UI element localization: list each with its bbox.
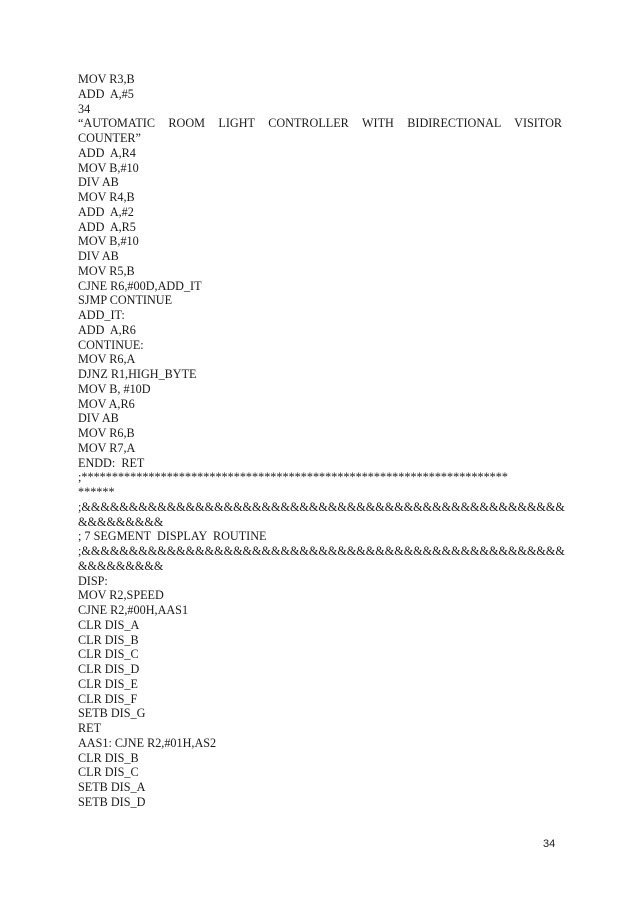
comment-divider: ;&&&&&&&&&&&&&&&&&&&&&&&&&&&&&&&&&&&&&&&&&&&&&&&&&&& bbox=[78, 499, 565, 514]
code-line: MOV R5,B bbox=[78, 263, 135, 278]
running-title: “AUTOMATIC ROOM LIGHT CONTROLLER WITH BIDIRECTIONAL VISITOR bbox=[78, 116, 562, 131]
code-line: CJNE R6,#00D,ADD_IT bbox=[78, 278, 202, 293]
code-line: MOV R3,B bbox=[78, 72, 135, 86]
code-line: MOV R6,A bbox=[78, 352, 136, 367]
code-line: CLR DIS_D bbox=[78, 662, 140, 676]
code-line: CLR DIS_F bbox=[78, 691, 138, 706]
code-line: CLR DIS_E bbox=[78, 676, 138, 691]
comment-divider: ;********************************************************************** bbox=[78, 470, 508, 485]
code-line: RET bbox=[78, 721, 102, 735]
code-line: MOV R4,B bbox=[78, 190, 135, 204]
code-line: DJNZ R1,HIGH_BYTE bbox=[78, 367, 197, 381]
running-title-continuation: COUNTER” bbox=[78, 131, 141, 145]
code-line: SETB DIS_G bbox=[78, 706, 146, 721]
code-line: DIV AB bbox=[78, 249, 119, 263]
code-line: CLR DIS_C bbox=[78, 765, 139, 780]
code-label: CONTINUE: bbox=[78, 337, 144, 352]
code-label: ADD_IT: bbox=[78, 308, 125, 322]
code-line: MOV R7,A bbox=[78, 440, 136, 455]
code-line: CLR DIS_B bbox=[78, 632, 139, 647]
code-line: AAS1: CJNE R2,#01H,AS2 bbox=[78, 735, 217, 750]
section-comment: ; 7 SEGMENT DISPLAY ROUTINE bbox=[78, 529, 267, 544]
code-line: CLR DIS_A bbox=[78, 617, 140, 632]
code-line: MOV B, #10D bbox=[78, 381, 151, 396]
code-line: MOV R6,B bbox=[78, 426, 135, 440]
comment-divider: &&&&&&&&& bbox=[78, 514, 164, 529]
code-line: CLR DIS_B bbox=[78, 750, 139, 765]
code-label: DISP: bbox=[78, 573, 108, 588]
comment-divider: ****** bbox=[78, 485, 115, 499]
code-listing bbox=[78, 72, 565, 810]
code-line: MOV A,R6 bbox=[78, 396, 135, 411]
code-line: MOV R2,SPEED bbox=[78, 588, 164, 603]
code-line: SETB DIS_D bbox=[78, 794, 146, 809]
code-line: ADD A,R4 bbox=[78, 145, 136, 160]
comment-divider: &&&&&&&&& bbox=[78, 558, 164, 573]
code-line: ADD A,R6 bbox=[78, 322, 136, 337]
code-line: CJNE R2,#00H,AAS1 bbox=[78, 603, 189, 617]
page-number: 34 bbox=[543, 838, 556, 850]
code-line: MOV B,#10 bbox=[78, 160, 139, 175]
code-line: ADD A,#5 bbox=[78, 86, 134, 101]
running-page-number: 34 bbox=[78, 101, 91, 116]
code-line: ADD A,R5 bbox=[78, 219, 136, 234]
code-line: MOV B,#10 bbox=[78, 234, 139, 249]
code-line: DIV AB bbox=[78, 175, 119, 190]
code-line: SETB DIS_A bbox=[78, 780, 146, 794]
code-line: ADD A,#2 bbox=[78, 204, 134, 219]
code-line: DIV AB bbox=[78, 411, 119, 426]
code-line: CLR DIS_C bbox=[78, 647, 139, 662]
code-line: SJMP CONTINUE bbox=[78, 293, 173, 308]
code-line: ENDD: RET bbox=[78, 455, 145, 470]
comment-divider: ;&&&&&&&&&&&&&&&&&&&&&&&&&&&&&&&&&&&&&&&&&&&&&&&&&&& bbox=[78, 544, 565, 558]
